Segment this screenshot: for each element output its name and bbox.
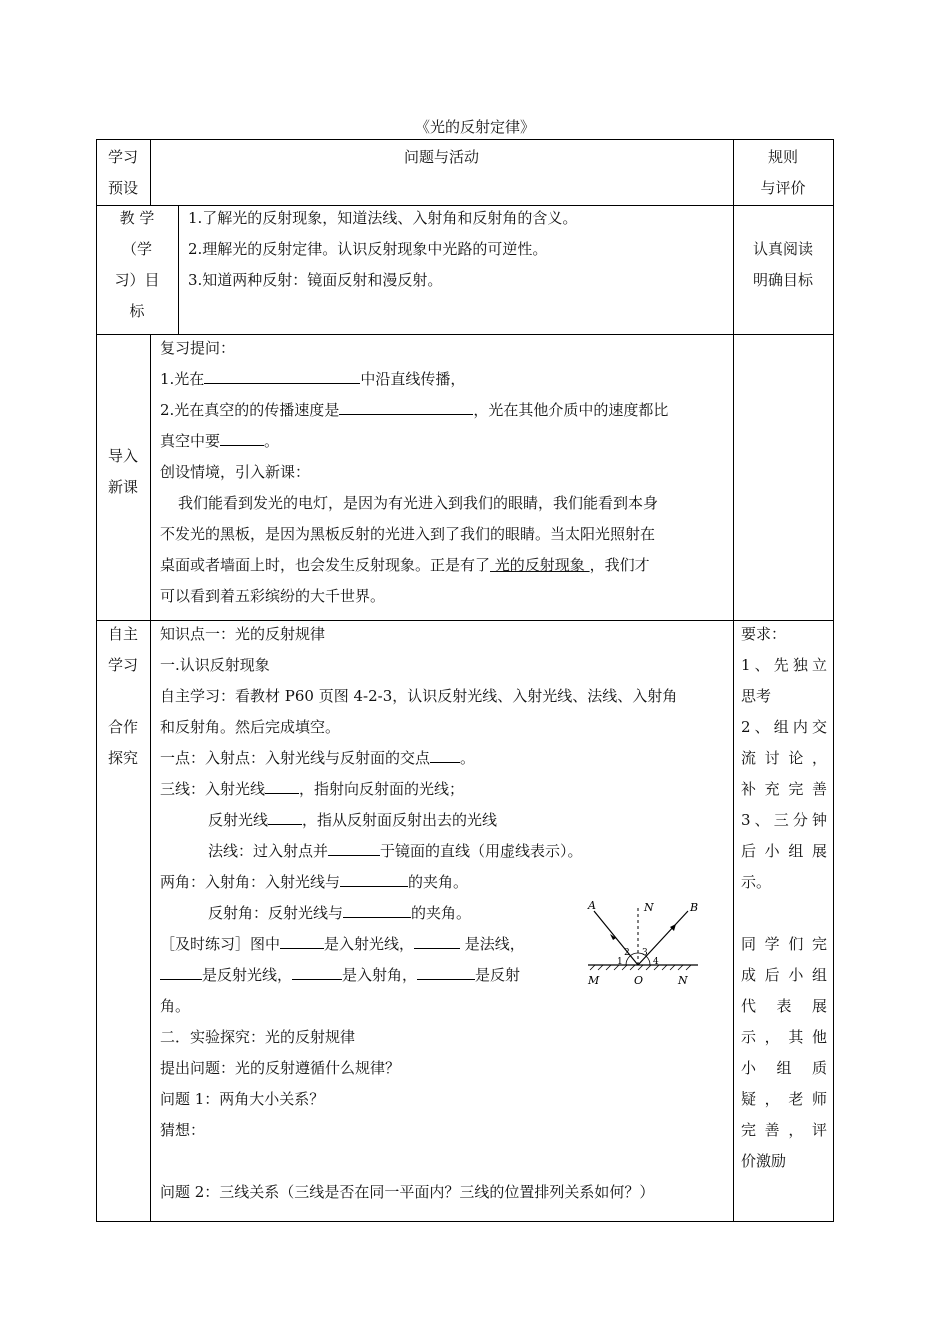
- scene-paragraph-line: 我们能看到发光的电灯，是因为有光进入到我们的眼睛，我们能看到本身: [178, 494, 659, 512]
- fill-blank[interactable]: [220, 427, 264, 446]
- req-line: 2、组内交: [741, 718, 827, 736]
- fill-blank[interactable]: [417, 961, 475, 980]
- header-col1-line: 学习: [107, 148, 138, 166]
- intro-label: [96, 441, 150, 503]
- fill-blank[interactable]: [430, 744, 460, 763]
- label-b: B: [690, 901, 699, 914]
- req-heading: 要求：: [741, 625, 787, 643]
- text: 的夹角。: [411, 904, 472, 922]
- text: 是反射: [475, 966, 521, 984]
- study-label-line: 学习: [107, 656, 138, 674]
- goals-eval-line: 明确目标: [752, 271, 813, 289]
- table-rule: [178, 205, 179, 334]
- self-study-text: 自主学习：看教材 P60 页图 4-2-3，认识反射光线、入射光线、法线、入射角: [160, 687, 678, 705]
- text: 是入射角，: [342, 966, 418, 984]
- fill-blank[interactable]: [204, 365, 360, 384]
- fill-blank[interactable]: [292, 961, 342, 980]
- goals-eval-line: 认真阅读: [752, 240, 813, 258]
- text: 两角：入射角：入射光线与: [160, 873, 341, 891]
- goals-list: [188, 203, 728, 296]
- req-line: 示 ， 其 他: [741, 1028, 827, 1046]
- section-heading: 一.认识反射现象: [160, 656, 270, 674]
- review-heading: 复习提问：: [160, 339, 236, 357]
- fill-blank[interactable]: [343, 899, 411, 918]
- fill-blank[interactable]: [280, 930, 324, 949]
- table-rule: [833, 139, 834, 1222]
- req-line: 代 表 展: [741, 997, 827, 1015]
- fill-blank[interactable]: [339, 396, 473, 415]
- fill-blank[interactable]: [328, 837, 380, 856]
- label-o: O: [634, 974, 644, 987]
- text: 桌面或者墙面上时，也会发生反射现象。正是有了: [160, 556, 491, 574]
- text: 中沿直线传播，: [360, 370, 466, 388]
- text: 是法线，: [460, 935, 525, 953]
- req-line: 小 组 质: [741, 1059, 827, 1077]
- table-rule: [733, 139, 734, 1221]
- table-rule: [96, 139, 834, 140]
- spacer: [96, 681, 150, 712]
- scene-paragraph-line: [160, 550, 728, 581]
- label-n-bottom: N: [678, 974, 688, 987]
- text: ，指射向反射面的光线；: [299, 780, 465, 798]
- knowledge-heading: 知识点一：光的反射规律: [160, 625, 326, 643]
- text: 。: [460, 749, 476, 767]
- spacer: [741, 898, 827, 929]
- text: 2.光在真空的的传播速度是: [160, 401, 340, 419]
- scene-paragraph-line: 可以看到着五彩缤纷的大千世界。: [160, 587, 386, 605]
- text: 三线：入射光线: [160, 780, 266, 798]
- label-angle-3: 3: [642, 948, 648, 958]
- section-heading: 二．实验探究：光的反射规律: [160, 1028, 356, 1046]
- point-line: [160, 743, 728, 774]
- scene-heading: 创设情境，引入新课：: [160, 463, 311, 481]
- lesson-table: [96, 139, 834, 1221]
- review-q1: [160, 364, 728, 395]
- text: 一点：入射点：入射光线与反射面的交点: [160, 749, 431, 767]
- req-line: 1、先独立: [741, 656, 827, 674]
- text: 法线：过入射点并: [208, 842, 329, 860]
- label-m: M: [588, 974, 600, 987]
- goals-label-line: 习）目: [114, 271, 160, 289]
- table-rule: [96, 1221, 834, 1222]
- text: 反射角：反射光线与: [208, 904, 344, 922]
- label-angle-4: 4: [653, 957, 659, 967]
- fill-blank[interactable]: [340, 868, 408, 887]
- scene-paragraph-line: 不发光的黑板，是因为黑板反射的光进入到了我们的眼睛。当太阳光照射在: [160, 525, 656, 543]
- req-line: 流 讨 论 ，: [741, 749, 827, 767]
- text: ［及时练习］图中: [160, 935, 281, 953]
- text: 于镜面的直线（用虚线表示）。: [380, 842, 583, 860]
- label-angle-2: 2: [624, 948, 630, 958]
- reflection-diagram: [578, 891, 728, 991]
- problem-text: 问题 2：三线关系（三线是否在同一平面内？三线的位置排列关系如何？）: [160, 1183, 655, 1201]
- study-label-line: 自主: [107, 625, 138, 643]
- question-text: 提出问题：光的反射遵循什么规律？: [160, 1059, 401, 1077]
- header-col1-line: 预设: [107, 179, 138, 197]
- fill-blank[interactable]: [414, 930, 460, 949]
- req-line: 思考: [741, 687, 772, 705]
- text: 是入射光线，: [324, 935, 415, 953]
- text: 。: [264, 432, 280, 450]
- review-q2: [160, 395, 728, 426]
- req-line: 成 后 小 组: [741, 966, 827, 984]
- study-requirements: [741, 619, 827, 1177]
- req-line: 疑 ， 老 师: [741, 1090, 827, 1108]
- review-q2-cont: [160, 426, 728, 457]
- text: 反射光线: [208, 811, 269, 829]
- label-angle-1: 1: [617, 957, 623, 967]
- fill-blank[interactable]: [268, 806, 302, 825]
- guess-text: 猜想：: [160, 1121, 206, 1139]
- header-col1: [96, 142, 150, 204]
- text: 真空中要: [160, 432, 221, 450]
- intro-label-line: 新课: [107, 478, 138, 496]
- text: 的夹角。: [408, 873, 469, 891]
- study-label-line: 探究: [107, 749, 138, 767]
- text: 是反射光线，: [202, 966, 293, 984]
- mirror-hatching: [590, 965, 691, 970]
- req-line: 后 小 组 展: [741, 842, 827, 860]
- goal-item: 3.知道两种反射：镜面反射和漫反射。: [188, 271, 443, 289]
- table-rule: [150, 334, 151, 1221]
- goals-label-line: （学: [121, 240, 152, 258]
- text: 1.光在: [160, 370, 205, 388]
- header-col3: [733, 142, 833, 204]
- header-col3-line: 与评价: [760, 179, 806, 197]
- study-label-line: 合作: [107, 718, 138, 736]
- req-line: 完 善 ， 评: [741, 1121, 827, 1139]
- goal-item: 2.理解光的反射定律。认识反射现象中光路的可逆性。: [188, 240, 548, 258]
- intro-label-line: 导入: [107, 447, 138, 465]
- page-title: 《光的反射定律》: [414, 118, 535, 136]
- label-a: A: [588, 899, 596, 912]
- label-n-top: N: [644, 901, 654, 914]
- self-study-text: 和反射角。然后完成填空。: [160, 718, 341, 736]
- line-incident: [160, 774, 728, 805]
- goal-item: 1.了解光的反射现象，知道法线、入射角和反射角的含义。: [188, 209, 578, 227]
- header-col3-line: 规则: [767, 148, 798, 166]
- intro-content: [160, 333, 728, 612]
- req-line: 价激励: [741, 1152, 787, 1170]
- text: ，光在其他介质中的速度都比: [473, 401, 669, 419]
- goals-label-line: 教 学: [119, 209, 155, 227]
- header-col2: 问题与活动: [403, 148, 479, 166]
- fill-blank[interactable]: [160, 961, 202, 980]
- line-reflected: [160, 805, 728, 836]
- spacer: [160, 1146, 728, 1177]
- study-label: [96, 619, 150, 774]
- req-line: 同 学 们 完: [741, 935, 827, 953]
- line-normal: [160, 836, 728, 867]
- exercise-line: 角。: [160, 997, 191, 1015]
- fill-blank[interactable]: [265, 775, 299, 794]
- text: ，我们才: [589, 556, 650, 574]
- problem-text: 问题 1：两角大小关系？: [160, 1090, 325, 1108]
- goals-label-line: 标: [129, 302, 145, 320]
- text: ，指从反射面反射出去的光线: [302, 811, 498, 829]
- req-line: 3、三分钟: [741, 811, 827, 829]
- req-line: 补充完善: [741, 780, 827, 798]
- goals-eval: [733, 234, 833, 296]
- goals-label: [96, 203, 178, 327]
- underlined-answer: 光的反射现象: [490, 556, 590, 574]
- req-line: 示。: [741, 873, 772, 891]
